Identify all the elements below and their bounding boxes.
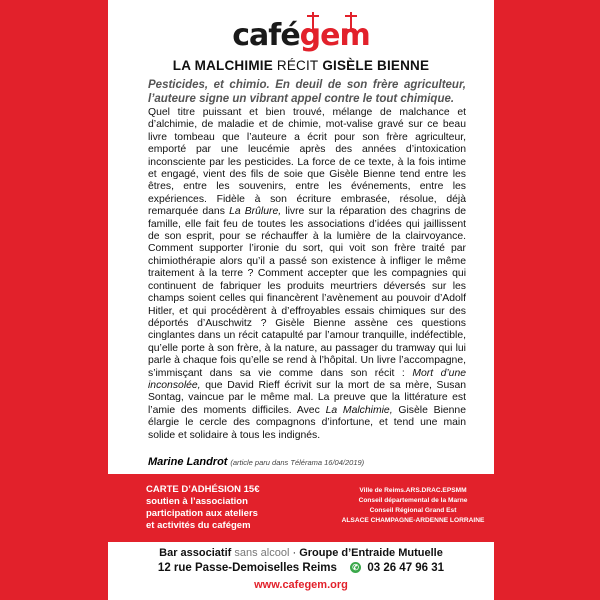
article-signature <box>148 456 478 468</box>
book-title-brulure: La Brûlure, <box>229 206 282 218</box>
partner-line: Ville de Reims.ARS.DRAC.EPSMM <box>359 487 467 494</box>
membership-line: participation aux ateliers <box>146 508 258 519</box>
author-name: Marine Landrot <box>148 456 228 468</box>
footer-address: 12 rue Passe-Demoiselles Reims <box>157 562 337 574</box>
logo-cafe: café <box>232 18 300 53</box>
body-text-3: que David Rieff écrivit sur la mort de sa mère, Susan Sontag, vaincue par le même mal. La preuve que la littérature est l’amie des moments difficiles. Avec <box>148 379 466 416</box>
footer-contact <box>108 562 494 574</box>
footer-tagline <box>108 547 494 559</box>
source-note: (article paru dans Télérama 16/04/2019) <box>230 458 365 467</box>
footer-bar: Bar associatif <box>159 547 232 559</box>
title-genre: RÉCIT <box>276 58 319 73</box>
title-author: GISÈLE BIENNE <box>322 58 430 73</box>
footer-website[interactable]: www.cafegem.org <box>254 579 348 591</box>
partners-info <box>338 486 488 526</box>
partner-line: Conseil départemental de la Marne <box>358 497 468 504</box>
partner-line: ALSACE CHAMPAGNE-ARDENNE LORRAINE <box>341 517 485 524</box>
membership-line: et activités du cafégem <box>146 520 251 531</box>
bar-stools-icon <box>303 10 363 32</box>
footer-separator: · <box>292 547 297 559</box>
title-book: LA MALCHIMIE <box>172 58 273 73</box>
article-lede: Pesticides, et chimio. En deuil de son frère agriculteur, l’auteure signe un vibrant appel contre le tout chimique. <box>148 79 466 105</box>
info-band <box>108 474 494 542</box>
book-title-mort: Mort d’une inconsolée, <box>148 367 467 391</box>
membership-info <box>146 484 296 532</box>
article-body <box>148 107 466 442</box>
footer-sans-alcool: sans alcool <box>234 547 290 559</box>
membership-line: CARTE D’ADHÉSION 15€ <box>146 484 260 495</box>
phone-icon: ✆ <box>350 562 361 573</box>
footer-groupe: Groupe d’Entraide Mutuelle <box>299 547 443 559</box>
footer-phone[interactable]: 03 26 47 96 31 <box>367 562 445 574</box>
footer <box>108 544 494 600</box>
logo-gem: gem <box>299 18 370 53</box>
article-title <box>108 58 494 73</box>
membership-line: soutien à l’association <box>146 496 248 507</box>
body-text-1: Quel titre puissant et bien trouvé, mélange de malchance et d’alchimie, de maladie et de chimie, mot-valise gravé sur ce beau livre tombeau que l’auteure a écrit pour son frère agriculteur, emporté par une leucémie après des années d’intoxication inconsciente par les pesticides. La force de ce texte, à la fois intime et engagé, vient des fils de soie que Gisèle Bienne tend entre les êtres, entre les souvenirs, entre les événements, entre les expériences. Fidèle à son écriture embrasée, résolue, déjà remarquée dans <box>148 107 466 218</box>
body-text-2: livre sur la réparation des chagrins de famille, elle fait feu de toutes les associations d’idées qui jaillissent de son esprit, pour se réchauffer à la lumière de la clairvoyance. Comment supporter l’ironie du sort, qui voit son frère traité par chimiothérapie alors qu’il a passé son existence à infliger le même traitement à la terre ? Comment accepter que les compagnies qui continuent de fabriquer les produits meurtriers déversés sur les champs soient celles qui financèrent l’avènement au pouvoir d’Adolf Hitler, et qui procédèrent à d’effroyables essais chimiques sur des déportés d’Auschwitz ? Gisèle Bienne assène ces questions cinglantes dans un récit catapulté par l’amour tranquille, indéfectible, qu’elle porte à son frère, à la nature, au passager du tramway qui lui parle à chaque fois qu’elle se rend à l’hôpital. Un livre l’accompagne, s’immisçant dans sa vie comme dans son récit : <box>148 206 467 379</box>
book-title-malchimie: La Malchimie, <box>325 404 393 416</box>
body-text-4: Gisèle Bienne élargie le cercle des compagnons d’infortune, et tend une main solide et solidaire à tous les indignés. <box>148 404 466 441</box>
partner-line: Conseil Régional Grand Est <box>369 507 457 514</box>
cafegem-logo <box>108 18 494 54</box>
